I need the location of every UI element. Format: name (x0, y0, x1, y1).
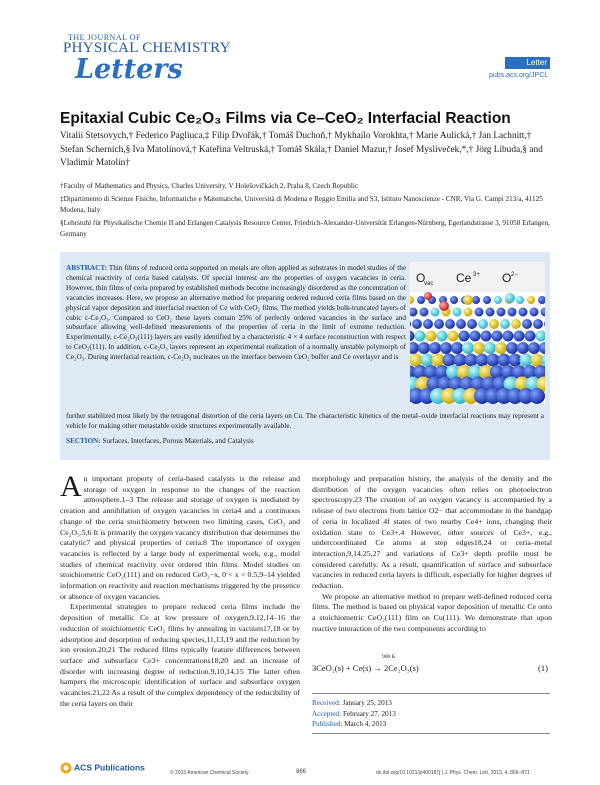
ce4-atom (440, 342, 452, 354)
date-received (312, 698, 396, 709)
body-paragraph-3: morphology and preparation history, the analysis of the density and the distribution of the oxygen vacancies often relies on photoelectron spectroscopy.23 The creation of an oxygen vacancy is accompanied by a release of two electrons from lattice O2− that accommodate in the bandgap of ceria in localized 4f states of two nearby Ce4+ ions, changing their oxidation state to Ce3+.4 However, other sources of Ce3+, e.g., undercoordinated Ce atoms at step edges18,24 or ceria–metal interaction,9,14,25,27 and variations of Ce3+ depth profile must be considered carefully. As a result, quantification of surface and subsurface vacancies in reduced ceria layers is difficult, especially for higher degrees of reduction. (312, 474, 552, 591)
ce3-atom (464, 308, 473, 317)
doi-citation[interactable]: dx.doi.org/10.1021/jz400187j | J. Phys. Chem. Lett. 2013, 4, 866−871 (376, 770, 530, 776)
toc-label-o2-base: O (502, 271, 512, 285)
ce4-atom (412, 319, 422, 329)
ce4-atom (517, 342, 529, 354)
ce3-atom (473, 342, 485, 354)
article-type-badge: Letter (505, 57, 550, 69)
affiliation-3: §Lehrstuhl für Physikalische Chemie II and Erlangen Catalysis Resource Center, Friedrich-Alexander-Universität Erlangen-Nürnberg, Egerlandstrasse 3, 91058 Erlangen, Germany (60, 219, 550, 238)
ce4-atom (459, 331, 470, 342)
oxygen-atom (437, 331, 448, 342)
ce4-atom (456, 319, 466, 329)
equation-number: (1) (538, 663, 548, 673)
ce3-atom (489, 319, 499, 329)
ce4-atom (528, 342, 540, 354)
ce4-atom (434, 319, 444, 329)
date-accepted (312, 709, 396, 720)
oxygen-atom (516, 296, 524, 304)
journal-subtitle: Letters (75, 54, 183, 85)
toc-label-3plus: 3+ (473, 272, 480, 278)
ce4-atom (420, 308, 429, 317)
ce4-atom (429, 342, 441, 354)
date-accepted-label: Accepted: (312, 709, 342, 718)
section-line (66, 437, 254, 445)
equation-condition: 900 K (382, 654, 396, 660)
acs-publications-logo (60, 762, 145, 774)
journal-url-link[interactable]: pubs.acs.org/JPCL (489, 72, 549, 79)
dropcap-letter: A (60, 470, 82, 503)
ce4-atom (486, 308, 495, 317)
abstract-body: Thin films of reduced ceria supported on metals are often applied as substrates in model studies of the chemical reactivity of ceria based catalysts. Of special interest are the properties of oxygen vacancies in ceria. However, thin films of ceria prepared by established methods become increasingly disordered as the concentration of vacancies increases. Here, we propose an alternative method for preparing ordered reduced ceria films based on the physical vapor deposition and interfacial reaction of Ce with CeO₂ films. The method yields bulk-truncated layers of cubic c-Ce₂O₃. Compared to CeO₂ these layers contain 25% of perfectly ordered vacancies in the surface and subsurface allowing well-defined measurements of the properties of ceria in the limit of extreme reduction. Experimentally, c-Ce₂O₃(111) layers are easily identified by a characteristic 4 × 4 surface reconstruction with respect to CeO₂(111). In addition, c-Ce₂O₃ layers represent an experimental realization of a normally unstable polymorph of Ce₂O₃. During interfacial reaction, c-Ce₂O₃ nucleates on the interface between CeO₂ buffer and Ce overlayer and is (66, 264, 406, 362)
ce4-atom (445, 319, 455, 329)
ce4-atom (522, 319, 532, 329)
section-label: SECTION: (66, 437, 101, 445)
ce4-atom (467, 319, 477, 329)
ce3-atom (448, 331, 459, 342)
date-published-label: Published: (312, 720, 343, 728)
affiliation-1: †Faculty of Mathematics and Physics, Charles University, V Holešovičkách 2, Praha 8, Czech Republic (60, 182, 359, 190)
abstract-continued: further stabilized most likely by the tetragonal distortion of the ceria layers on Cu. The characteristic kinetics of the metal–oxide interfacial reactions may represent a vehicle for making other metastable oxide structures experimentally available. (66, 412, 544, 430)
toc-label-ce: Ce (456, 271, 472, 285)
oxygen-atom (500, 319, 510, 329)
ce4-atom (506, 342, 518, 354)
copyright-notice: © 2013 American Chemical Society (170, 770, 249, 776)
body-paragraph-4: We propose an alternative method to prepare well-defined reduced ceria films. The method is based on physical vapor deposition of metallic Ce onto a stoichiometric CeO₂(111) film on Cu(111). We demonstrate that upon reactive interaction of the two components according to (312, 591, 552, 633)
publisher-name: ACS Publications (74, 762, 145, 773)
vacancy-marker (424, 292, 432, 300)
toc-label-o: O (416, 271, 426, 285)
date-received-value: January 25, 2013 (342, 699, 392, 707)
ce4-atom (514, 331, 525, 342)
ce4-atom (530, 308, 539, 317)
ce4-atom (472, 296, 480, 304)
ce4-atom (450, 296, 458, 304)
ce4-atom (519, 308, 528, 317)
acs-logo-icon (60, 762, 72, 774)
journal-name: PHYSICAL CHEMISTRY (63, 40, 231, 56)
oxygen-atom (431, 308, 440, 317)
dates-rule-top (312, 693, 550, 694)
abstract-label: ABSTRACT: (66, 264, 108, 272)
ce3-atom (426, 331, 437, 342)
date-published-value: March 4, 2013 (344, 720, 387, 728)
vacancy-marker (439, 301, 449, 311)
ce4-atom (451, 342, 463, 354)
ce3-atom (495, 342, 507, 354)
ce4-atom (525, 331, 536, 342)
body-paragraph-1: n important property of ceria-based catalysts is the release and storage of oxygen in response to the changes of the reaction atmosphere.1–3 The release and storage of oxygen is mediated by creation and annihilation of oxygen vacancies in ceria4 and a continuous change of the ceria stoichiometry between two limiting cases, CeO₂ and Ce₂O₃.5,6 It is primarily the oxygen vacancy distribution that determines the catalytic7 and physical properties of ceria.8 The importance of oxygen vacancies is reflected by a large body of experimental work, e.g., model studies of chemical reactivity over ordered thin films. Model studies on stoichiometric CeO₂(111) and on reduced CeO₂−x, 0 < x < 0.5,9–14 yielded information on reactivity and reaction mechanisms triggered by the presence or absence of oxygen vacancies. (60, 474, 300, 601)
date-received-label: Received: (312, 699, 341, 707)
ce4-atom (497, 308, 506, 317)
toc-label-2minus: 2− (511, 272, 518, 278)
oxygen-atom (453, 308, 462, 317)
toc-label-vac: vac (424, 281, 434, 287)
author-list: Vitalii Stetsovych,† Federico Pagliuca,‡ Filip Dvořák,† Tomáš Duchoň,† Mykhailo Vorokhta,† Marie Aulická,† Jan Lachnitt,† Stefan Schernich,§ Iva Matolínová,† Kateřina Veltruská,† Tomáš Skála,† Daniel Mazur,† Josef Mysliveček,*,† Jörg Libuda,§ and Vladimír Matolín† (60, 131, 543, 168)
ce4-atom (533, 319, 543, 329)
ce4-atom (492, 331, 503, 342)
oxygen-atom (478, 319, 488, 329)
date-published (312, 719, 396, 730)
ce3-atom (527, 296, 535, 304)
ce4-atom (418, 342, 430, 354)
date-accepted-value: February 27, 2013 (342, 709, 396, 718)
oxygen-atom (415, 331, 426, 342)
oxygen-atom (494, 296, 502, 304)
toc-graphic (410, 262, 545, 404)
ce4-atom (508, 308, 517, 317)
abstract-text (66, 264, 406, 363)
equation-1: 3CeO₂(s) + Ce(s) → 2Ce₂O₃(s) (312, 663, 419, 673)
body-left-column (60, 470, 300, 709)
body-right-column (312, 474, 552, 635)
ce4-atom (529, 388, 545, 404)
publication-dates (312, 698, 396, 730)
ce4-atom (483, 296, 491, 304)
section-text: Surfaces, Interfaces, Porous Materials, and Catalysis (102, 437, 254, 445)
affiliation-2: ‡Dipartimento di Scienze Fisiche, Informatiche e Matematiche, Università di Modena e Reggio Emilia and S3, Istituto Nanoscienze - CNR, Via G. Campi 213/a, 41125 Modena, Italy (60, 195, 543, 214)
oxygen-highlight (505, 293, 515, 303)
ce4-atom (475, 308, 484, 317)
oxygen-atom (462, 342, 474, 354)
article-title: Epitaxial Cubic Ce₂O₃ Films via Ce–CeO₂ Interfacial Reaction (60, 110, 511, 127)
ce3-highlight (463, 295, 473, 305)
page-number: 866 (296, 769, 307, 775)
ce4-atom (417, 296, 425, 304)
ce4-atom (423, 319, 433, 329)
journal-name-prefix: THE JOURNAL OF (68, 33, 141, 42)
ce4-atom (481, 331, 492, 342)
ce3-atom (511, 319, 521, 329)
body-paragraph-2: Experimental strategies to prepare reduced ceria films include the deposition of metallic Ce at low pressure of oxygen,9,12,14–16 the reduction of stoichiometric CeO₂ films by annealing in vacuum17,18 or by adsorption and desorption of reducing species,11,13,19 and the reduction by ion erosion.20,21 The reduced films typically feature differences between surface and subsurface Ce3+ concentrations18,20 and an increase of disorder with increasing degree of reduction.9,10,14,15 The latter often hampers the microscopic identification of surface and subsurface oxygen vacancies.21,22 As a result of the complex dependency of the reducibility of the ceria layers on their (60, 602, 300, 708)
ce4-atom (470, 331, 481, 342)
dates-rule-bottom (312, 733, 550, 734)
oxygen-atom (484, 342, 496, 354)
ce4-atom (503, 331, 514, 342)
